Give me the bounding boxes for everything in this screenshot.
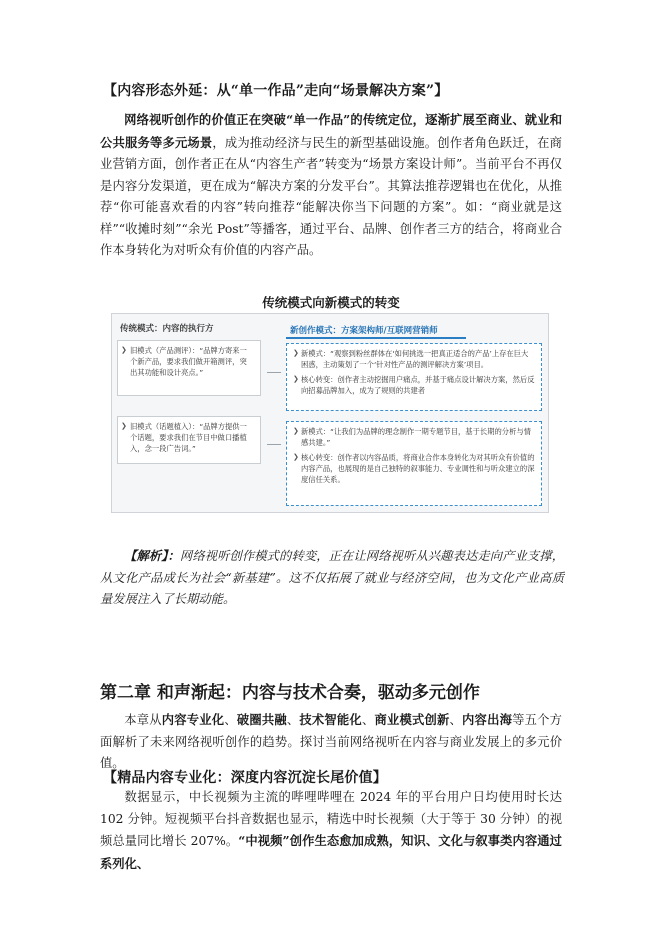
keyword: 技术智能化 (299, 712, 362, 727)
keyword: 内容出海 (462, 712, 513, 727)
core-change-text: 核心转变：创作者主动挖掘用户痛点，并基于痛点设计解决方案，然后反向招募品牌加入，成为了规则的共建者 (301, 375, 535, 395)
chevron-right-icon: ❯ (121, 346, 127, 354)
paragraph-bold-lead: 网络视听创作的价值正在突破“单一作品”的传统定位，逐渐扩展至商业、就业和公共服务等多元场景 (100, 112, 562, 150)
chevron-right-icon: ❯ (293, 427, 299, 435)
connector-line (267, 372, 281, 373)
paragraph-content-form (100, 109, 562, 262)
chapter-intro-paragraph: 本章从内容专业化、破圈共融、技术智能化、商业模式创新、内容出海等五个方面解析了未来网络视听创作的趋势。探讨当前网络视听在内容与商业发展上的多元价值。 (100, 712, 562, 770)
old-mode-text: 旧模式（话题植入）：“品牌方提供一个话题，要求我们在节目中做口播植入，念一段广告词。” (130, 422, 247, 453)
chapter-title: 第二章 和声渐起：内容与技术合奏，驱动多元创作 (100, 683, 480, 703)
core-change-text: 核心转变：创作者以内容品质，将商业合作本身转化为对其听众有价值的内容产品，也展现的是自己独特的叙事能力、专业调性和与听众建立的深度信任关系。 (301, 453, 535, 484)
chevron-right-icon: ❯ (293, 375, 299, 383)
new-mode-item (293, 348, 535, 370)
new-mode-item (293, 426, 535, 448)
mode-transition-figure (111, 313, 549, 513)
figure-caption: 传统模式向新模式的转变 (262, 295, 400, 310)
old-mode-text: 旧模式（产品测评）：“品牌方寄来一个新产品，要求我们做开箱测评，突出其功能和设计亮点。” (130, 346, 247, 377)
paragraph-body: ，成为推动经济与民生的新型基础设施。创作者角色跃迁，在商业营销方面，创作者正在从“内容生产者”转变为“场景方案设计师”。当前平台不再仅是内容分发渠道，更在成为“解决方案的分发平台”。其算法推荐逻辑也在优化，从推荐“你可能喜欢看的内容”转向推荐“能解决你当下问题的方案”。如：“商业就是这样”“收摊时刻”“余光 Post”等播客，通过平台、品牌、创作者三方的结合，将商业合作本身转化为对听众有价值的内容产品。 (100, 135, 562, 257)
paragraph-premium-content (100, 787, 562, 875)
keyword: 破圈共融 (236, 712, 287, 727)
analysis-text: 网络视听创作模式的转变，正在让网络视听从兴趣表达走向产业支撑，从文化产品成长为社会“新基建”。这不仅拓展了就业与经济空间，也为文化产业高质量发展注入了长期动能。 (100, 549, 564, 606)
paragraph-body: 数据显示，中长视频为主流的哔哩哔哩在 2024 年的平台用户日均使用时长达 102 分钟。短视频平台抖音数据也显示，精选中时长视频（大于等于 30 分钟）的视频总量同比增长 207%。 (100, 790, 562, 848)
connector-line (267, 444, 281, 445)
old-mode-box-topic-placement (117, 416, 261, 464)
chevron-right-icon: ❯ (293, 349, 299, 357)
new-mode-box-brand-program (286, 421, 542, 506)
section-heading-premium-content: 【精品内容专业化：深度内容沉淀长尾价值】 (103, 770, 387, 786)
core-change-item (293, 374, 535, 396)
analysis-tag: 【解析】： (124, 548, 180, 563)
new-mode-title-underline (286, 337, 466, 339)
section-heading-content-form: 【内容形态外延：从“单一作品”走向“场景解决方案”】 (103, 83, 449, 99)
chevron-right-icon: ❯ (293, 453, 299, 461)
paragraph-bold-tail: “中视频”创作生态愈加成熟，知识、文化与叙事类内容通过系列化、 (100, 833, 562, 871)
new-mode-text: 新模式：“观察到粉丝群体在‘如何挑选一把真正适合的产品’上存在巨大困惑，主动策划了一个‘针对性产品的测评解决方案’项目。 (301, 349, 529, 369)
new-mode-text: 新模式：“让我们为品牌的理念制作一期专题节目，基于长期的分析与情感共建。” (301, 427, 531, 447)
old-mode-box-product-review (117, 340, 261, 396)
new-mode-title: 新创作模式：方案架构师/互联网营销师 (290, 326, 438, 336)
analysis-paragraph (100, 545, 564, 611)
keyword: 内容专业化 (161, 712, 225, 727)
chevron-right-icon: ❯ (121, 422, 127, 430)
traditional-mode-title: 传统模式：内容的执行方 (120, 324, 214, 334)
core-change-item (293, 452, 535, 485)
keyword: 商业模式创新 (374, 712, 450, 727)
new-mode-box-solution-review (286, 343, 542, 411)
